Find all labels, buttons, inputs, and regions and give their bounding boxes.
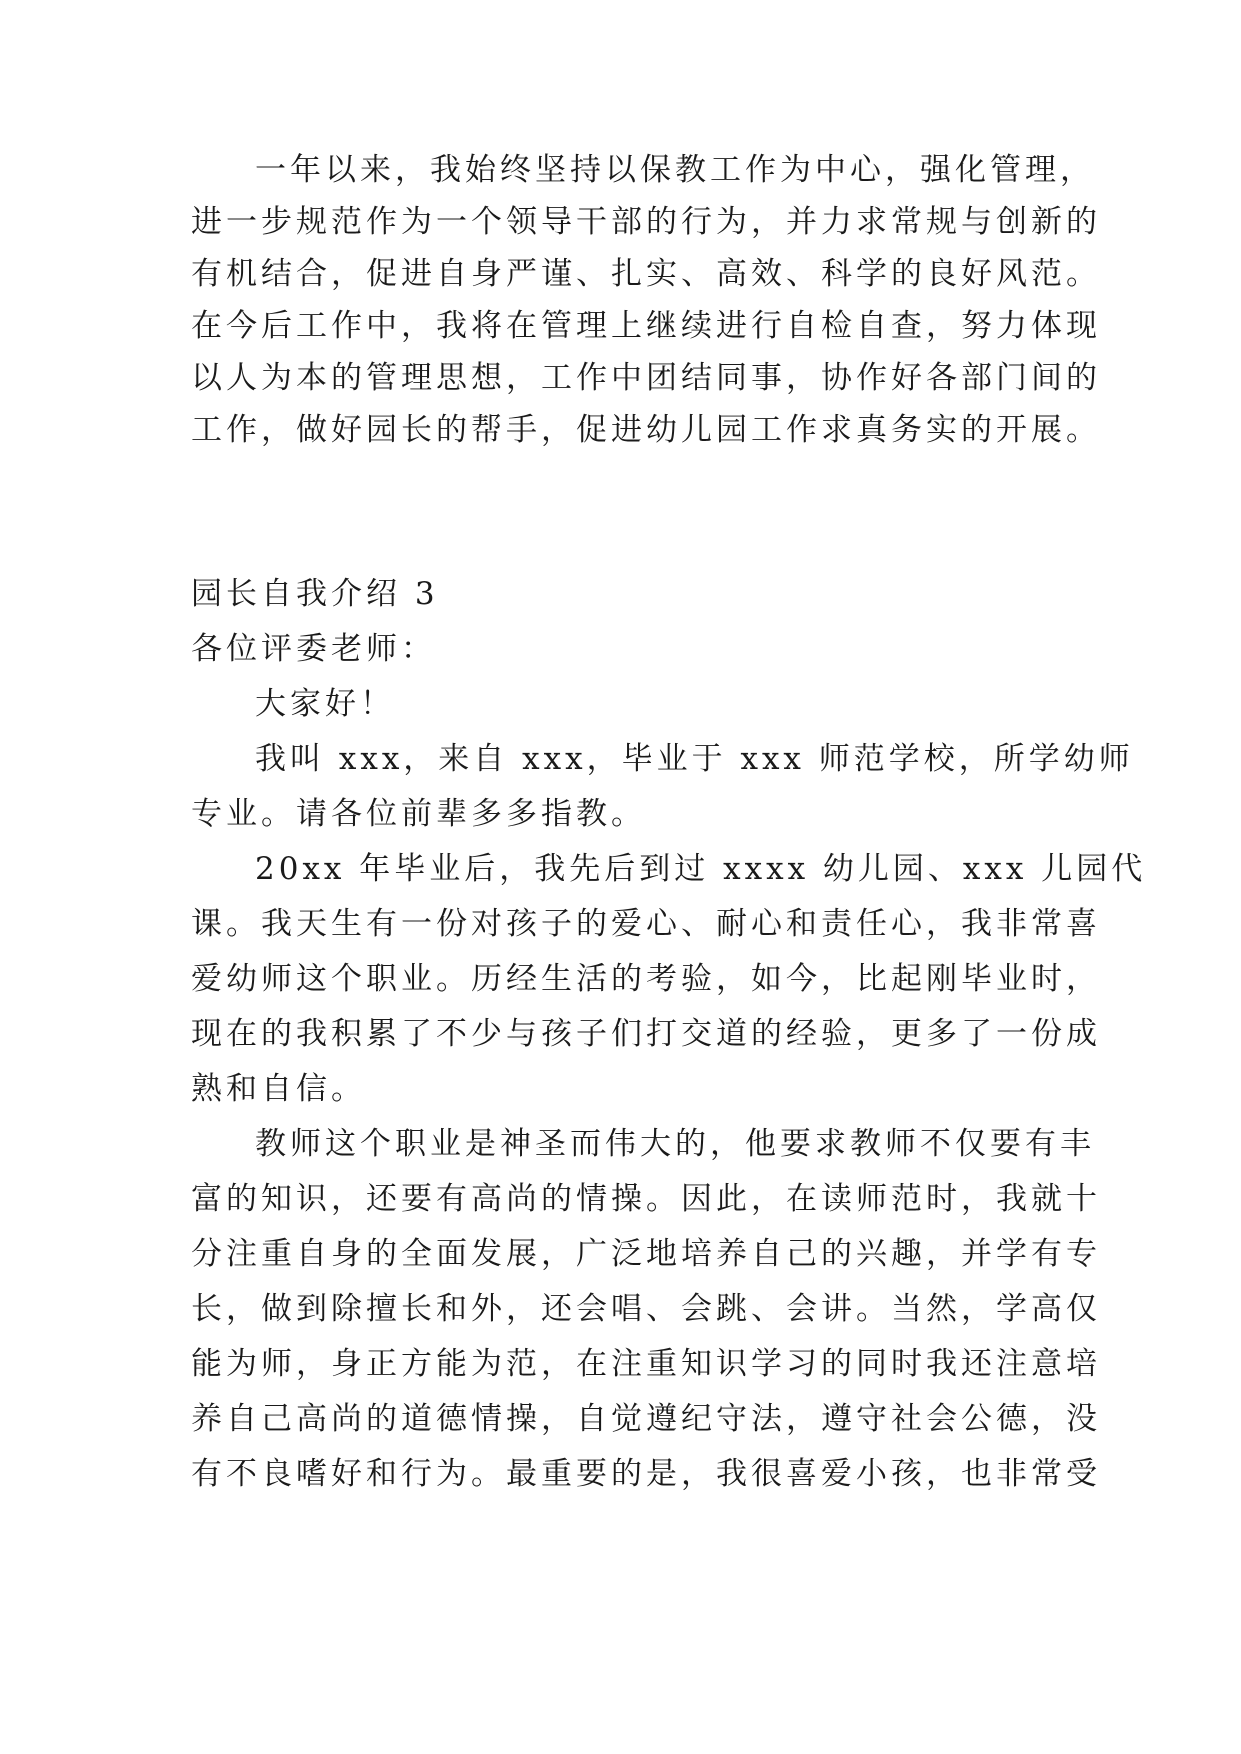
salutation-text: 各位评委老师：: [191, 631, 436, 667]
text-line: 有机结合，促进自身严谨、扎实、高效、科学的良好风范。: [191, 256, 1101, 292]
greeting-text: 大家好！: [255, 686, 395, 722]
text-line: 爱幼师这个职业。历经生活的考验，如今，比起刚毕业时，: [191, 961, 1101, 997]
text-line: 进一步规范作为一个领导干部的行为，并力求常规与创新的: [191, 204, 1101, 240]
text-line: 课。我天生有一份对孩子的爱心、耐心和责任心，我非常喜: [191, 906, 1101, 942]
text-line: 我叫 xxx，来自 xxx，毕业于 xxx 师范学校，所学幼师: [255, 741, 1134, 777]
text-line: 在今后工作中，我将在管理上继续进行自检自查，努力体现: [191, 308, 1101, 344]
text-line: 富的知识，还要有高尚的情操。因此，在读师范时，我就十: [191, 1181, 1101, 1217]
text-line: 20xx 年毕业后，我先后到过 xxxx 幼儿园、xxx 儿园代: [255, 851, 1147, 887]
text-line: 熟和自信。: [191, 1071, 366, 1107]
text-line: 能为师，身正方能为范，在注重知识学习的同时我还注意培: [191, 1346, 1101, 1382]
text-line: 以人为本的管理思想，工作中团结同事，协作好各部门间的: [191, 360, 1101, 396]
text-line: 工作，做好园长的帮手，促进幼儿园工作求真务实的开展。: [191, 412, 1101, 448]
text-line: 长，做到除擅长和外，还会唱、会跳、会讲。当然，学高仅: [191, 1291, 1101, 1327]
text-line: 养自己高尚的道德情操，自觉遵纪守法，遵守社会公德，没: [191, 1401, 1101, 1437]
section-title-text: 园长自我介绍 3: [191, 576, 439, 612]
text-line: 有不良嗜好和行为。最重要的是，我很喜爱小孩，也非常受: [191, 1456, 1101, 1492]
text-line: 分注重自身的全面发展，广泛地培养自己的兴趣，并学有专: [191, 1236, 1101, 1272]
text-line: 一年以来，我始终坚持以保教工作为中心，强化管理，: [255, 152, 1095, 188]
text-line: 现在的我积累了不少与孩子们打交道的经验，更多了一份成: [191, 1016, 1101, 1052]
text-line: 专业。请各位前辈多多指教。: [191, 796, 646, 832]
text-line: 教师这个职业是神圣而伟大的，他要求教师不仅要有丰: [255, 1126, 1095, 1162]
